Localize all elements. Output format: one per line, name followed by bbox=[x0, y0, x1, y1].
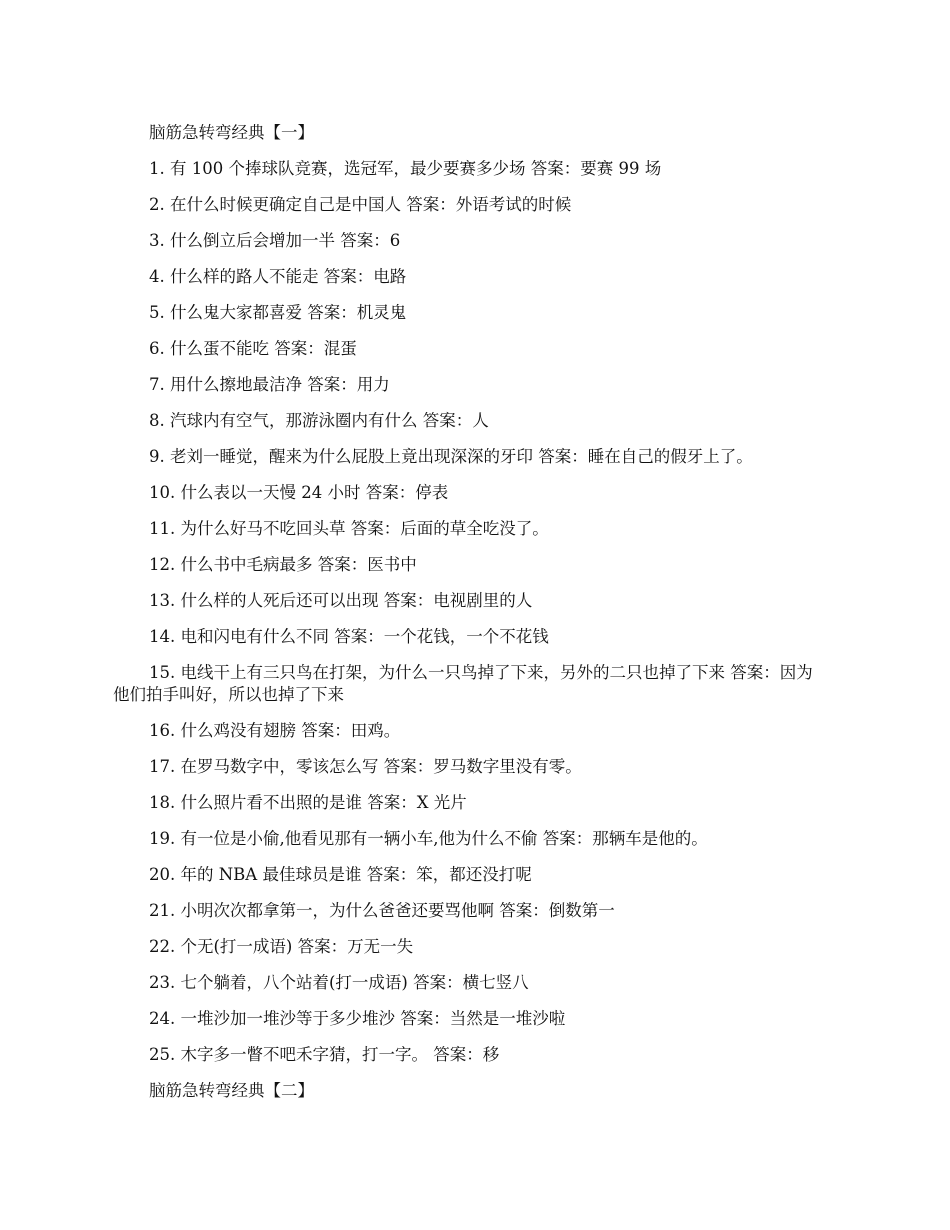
riddle-item-10: 10. 什么表以一天慢 24 小时 答案：停表 bbox=[149, 483, 449, 502]
riddle-item-6: 6. 什么蛋不能吃 答案：混蛋 bbox=[149, 339, 357, 358]
riddle-item-1: 1. 有 100 个捧球队竞赛，选冠军，最少要赛多少场 答案：要赛 99 场 bbox=[149, 159, 662, 178]
riddle-item-9: 9. 老刘一睡觉，醒来为什么屁股上竟出现深深的牙印 答案：睡在自己的假牙上了。 bbox=[149, 447, 753, 466]
riddle-item-24: 24. 一堆沙加一堆沙等于多少堆沙 答案：当然是一堆沙啦 bbox=[149, 1009, 566, 1028]
riddle-item-25: 25. 木字多一瞥不吧禾字猜，打一字。 答案：移 bbox=[149, 1045, 500, 1064]
riddle-item-23: 23. 七个躺着，八个站着(打一成语) 答案：横七竖八 bbox=[149, 973, 529, 992]
riddle-item-17: 17. 在罗马数字中，零该怎么写 答案：罗马数字里没有零。 bbox=[149, 757, 582, 776]
document-body bbox=[113, 122, 823, 1116]
riddle-item-12: 12. 什么书中毛病最多 答案：医书中 bbox=[149, 555, 417, 574]
riddle-item-22: 22. 个无(打一成语) 答案：万无一失 bbox=[149, 937, 414, 956]
riddle-item-7: 7. 用什么擦地最洁净 答案：用力 bbox=[149, 375, 390, 394]
riddle-item-13: 13. 什么样的人死后还可以出现 答案：电视剧里的人 bbox=[149, 591, 533, 610]
riddle-item-14: 14. 电和闪电有什么不同 答案：一个花钱，一个不花钱 bbox=[149, 627, 549, 646]
riddle-item-21: 21. 小明次次都拿第一，为什么爸爸还要骂他啊 答案：倒数第一 bbox=[149, 901, 615, 920]
riddle-item-11: 11. 为什么好马不吃回头草 答案：后面的草全吃没了。 bbox=[149, 519, 549, 538]
riddle-item-20: 20. 年的 NBA 最佳球员是谁 答案：笨，都还没打呢 bbox=[149, 865, 532, 884]
riddle-item-16: 16. 什么鸡没有翅膀 答案：田鸡。 bbox=[149, 721, 401, 740]
riddle-item-18: 18. 什么照片看不出照的是谁 答案：X 光片 bbox=[149, 793, 467, 812]
riddle-item-5: 5. 什么鬼大家都喜爱 答案：机灵鬼 bbox=[149, 303, 407, 322]
section-heading-1: 脑筋急转弯经典【一】 bbox=[149, 123, 314, 142]
riddle-item-4: 4. 什么样的路人不能走 答案：电路 bbox=[149, 267, 407, 286]
riddle-item-19: 19. 有一位是小偷,他看见那有一辆小车,他为什么不偷 答案：那辆车是他的。 bbox=[149, 829, 708, 848]
riddle-item-3: 3. 什么倒立后会增加一半 答案：6 bbox=[149, 231, 401, 250]
riddle-item-2: 2. 在什么时候更确定自己是中国人 答案：外语考试的时候 bbox=[149, 195, 572, 214]
riddle-item-15: 15. 电线干上有三只鸟在打架，为什么一只鸟掉了下来，另外的二只也掉了下来 答案：因为他们拍手叫好，所以也掉了下来 bbox=[113, 663, 813, 704]
section-heading-2: 脑筋急转弯经典【二】 bbox=[149, 1081, 314, 1100]
riddle-item-8: 8. 汽球内有空气，那游泳圈内有什么 答案：人 bbox=[149, 411, 489, 430]
